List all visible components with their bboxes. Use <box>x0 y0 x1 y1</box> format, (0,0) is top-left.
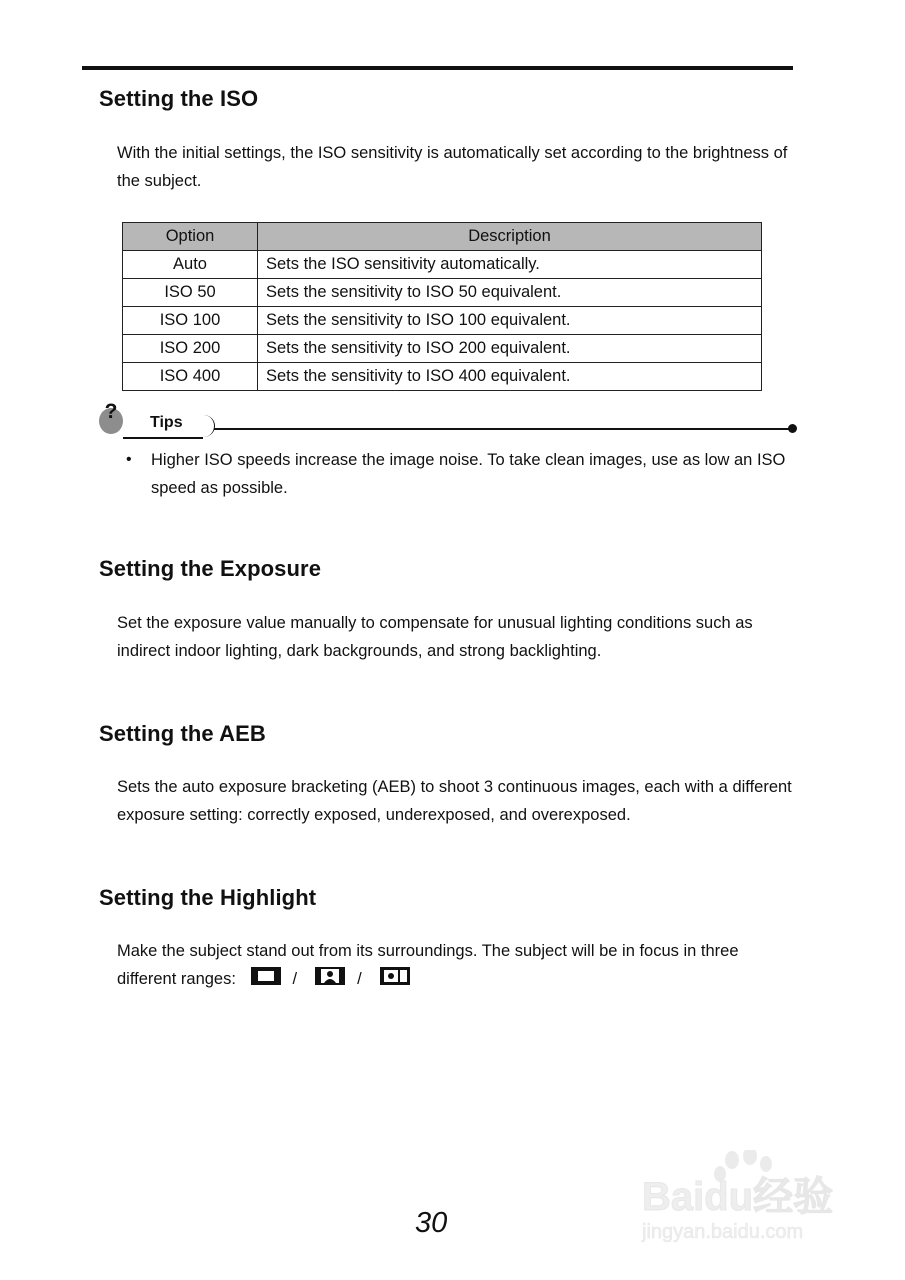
highlight-wide-icon <box>380 967 410 985</box>
iso-section-title: Setting the ISO <box>99 86 259 111</box>
tips-bullet: • <box>126 451 132 468</box>
top-rule <box>82 66 793 70</box>
table-cell-option: ISO 100 <box>123 307 258 335</box>
table-cell-option: Auto <box>123 251 258 279</box>
table-row <box>123 251 762 279</box>
exposure-section-title: Setting the Exposure <box>99 556 322 581</box>
table-header-description: Description <box>258 223 762 251</box>
range-separator: / <box>357 969 362 988</box>
tips-divider-left <box>123 437 203 439</box>
highlight-body-paragraph <box>117 938 797 993</box>
highlight-square-icon <box>251 967 281 985</box>
table-cell-description: Sets the sensitivity to ISO 400 equivalent. <box>258 363 762 391</box>
table-cell-description: Sets the sensitivity to ISO 100 equivalent. <box>258 307 762 335</box>
tips-divider-dot <box>788 424 797 433</box>
exposure-body: Set the exposure value manually to compensate for unusual lighting conditions such as indirect indoor lighting, dark backgrounds, and strong backlighting. <box>117 614 753 660</box>
page-number: 30 <box>415 1207 448 1239</box>
table-header-row <box>123 223 762 251</box>
iso-options-table <box>122 222 762 391</box>
table-row <box>123 279 762 307</box>
table-cell-option: ISO 400 <box>123 363 258 391</box>
tips-question-glyph: ? <box>104 400 118 423</box>
table-cell-description: Sets the ISO sensitivity automatically. <box>258 251 762 279</box>
table-row <box>123 307 762 335</box>
table-row <box>123 335 762 363</box>
highlight-section-title: Setting the Highlight <box>99 885 317 910</box>
tips-question-icon <box>99 400 123 434</box>
tips-label: Tips <box>150 414 183 431</box>
table-cell-description: Sets the sensitivity to ISO 200 equivalent. <box>258 335 762 363</box>
tips-text: Higher ISO speeds increase the image noise. To take clean images, use as low an ISO speed as possible. <box>151 451 786 497</box>
aeb-section-title: Setting the AEB <box>99 721 266 746</box>
watermark-brand: Baidu经验 <box>642 1175 834 1219</box>
watermark-url: jingyan.baidu.com <box>642 1221 804 1243</box>
tips-divider-curve <box>198 415 215 437</box>
table-cell-option: ISO 50 <box>123 279 258 307</box>
highlight-portrait-icon <box>315 967 345 985</box>
tips-divider-line <box>214 428 790 430</box>
table-row <box>123 363 762 391</box>
iso-intro: With the initial settings, the ISO sensitivity is automatically set according to the brightness of the subject. <box>117 144 788 190</box>
table-cell-description: Sets the sensitivity to ISO 50 equivalent. <box>258 279 762 307</box>
table-header-option: Option <box>123 223 258 251</box>
highlight-body: Make the subject stand out from its surroundings. The subject will be in focus in three different ranges: <box>117 942 739 988</box>
table-cell-option: ISO 200 <box>123 335 258 363</box>
baidu-watermark <box>640 1150 855 1250</box>
range-separator: / <box>292 969 298 988</box>
aeb-body: Sets the auto exposure bracketing (AEB) to shoot 3 continuous images, each with a different exposure setting: correctly exposed, underexposed, and overexposed. <box>117 778 792 824</box>
